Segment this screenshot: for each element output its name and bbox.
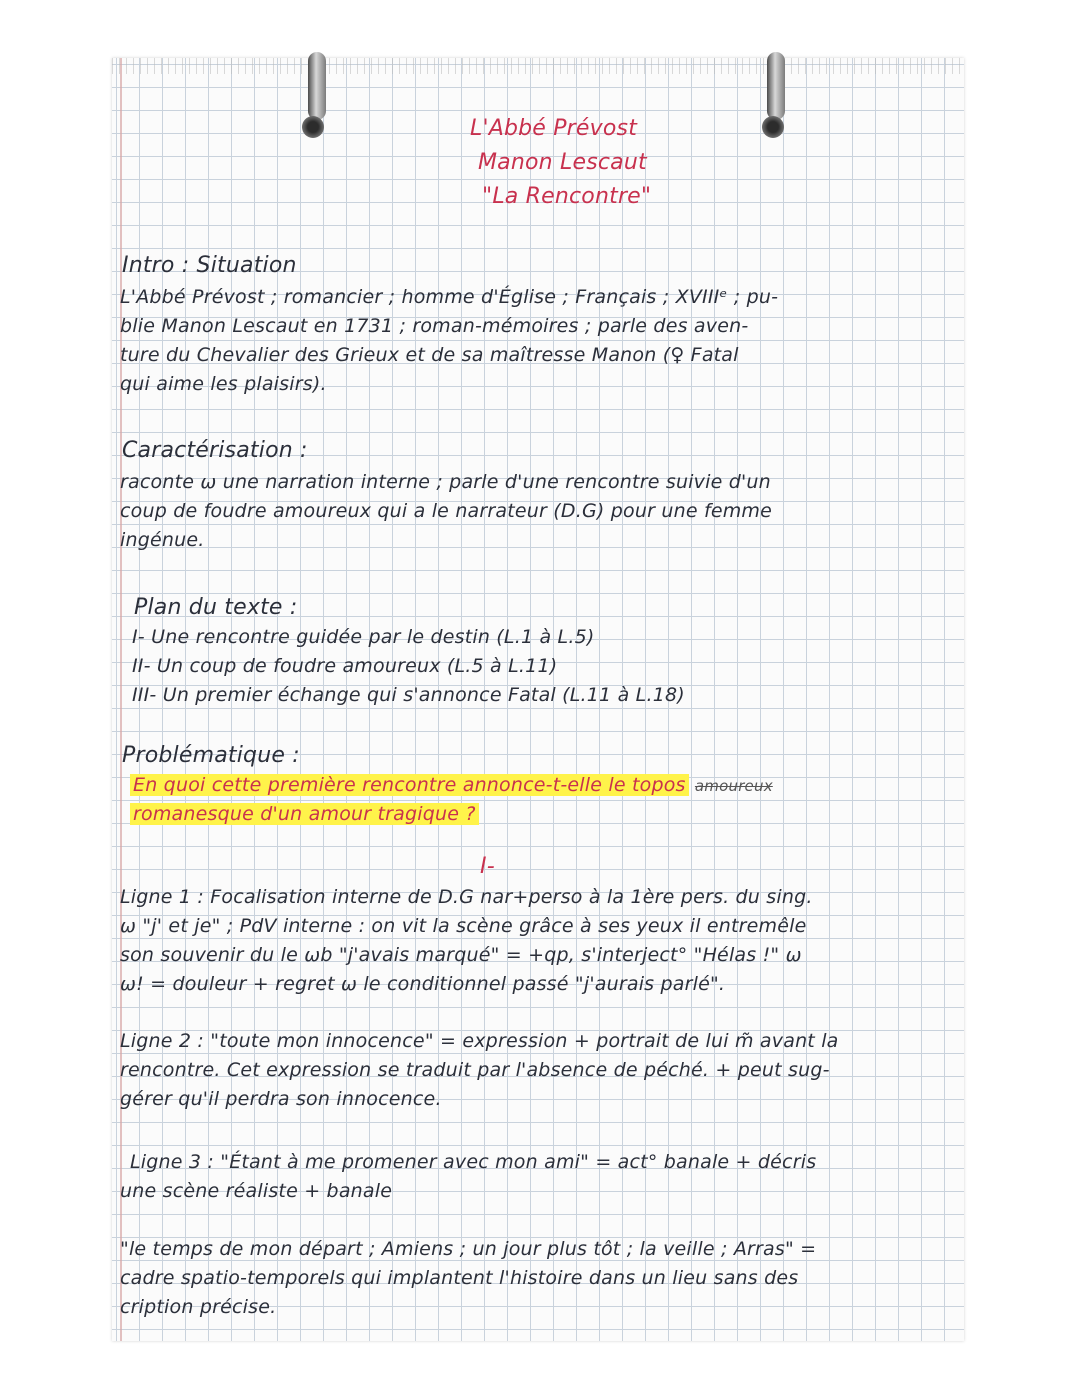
caracterisation-line: raconte ω une narration interne ; parle d'une rencontre suivie d'un bbox=[120, 471, 771, 493]
header-extract: "La Rencontre" bbox=[482, 184, 652, 209]
caracterisation-heading: Caractérisation : bbox=[122, 438, 308, 463]
analysis-line: une scène réaliste + banale bbox=[120, 1180, 393, 1202]
problematique-line-1 bbox=[130, 774, 773, 796]
analysis-line: ω "j' et je" ; PdV interne : on vit la scène grâce à ses yeux il entremêle bbox=[120, 915, 807, 937]
intro-line: ture du Chevalier des Grieux et de sa maîtresse Manon (♀ Fatal bbox=[120, 344, 739, 366]
plan-item: II- Un coup de foudre amoureux (L.5 à L.11) bbox=[132, 655, 558, 677]
analysis-line: ω! = douleur + regret ω le conditionnel passé "j'aurais parlé". bbox=[120, 973, 726, 995]
caracterisation-line: ingénue. bbox=[120, 529, 205, 551]
analysis-line: cription précise. bbox=[120, 1296, 277, 1318]
plan-heading: Plan du texte : bbox=[134, 595, 298, 620]
punch-hole-left bbox=[302, 116, 324, 138]
problematique-question-end: romanesque d'un amour tragique ? bbox=[130, 803, 479, 825]
perforated-edge bbox=[112, 58, 964, 74]
plan-item: III- Un premier échange qui s'annonce Fatal (L.11 à L.18) bbox=[132, 684, 685, 706]
analysis-line: Ligne 2 : "toute mon innocence" = expression + portrait de lui m̃ avant la bbox=[120, 1030, 839, 1052]
analysis-line: Ligne 3 : "Étant à me promener avec mon ami" = act° banale + décris bbox=[130, 1151, 817, 1173]
problematique-line-2 bbox=[130, 803, 479, 825]
analysis-line: son souvenir du le ωb "j'avais marqué" = +qp, s'interject° "Hélas !" ω bbox=[120, 944, 802, 966]
notebook-page bbox=[112, 58, 964, 1341]
intro-line: qui aime les plaisirs). bbox=[120, 373, 327, 395]
analysis-line: "le temps de mon départ ; Amiens ; un jour plus tôt ; la veille ; Arras" = bbox=[120, 1238, 817, 1260]
binder-ring-left bbox=[308, 52, 326, 120]
punch-hole-right bbox=[762, 116, 784, 138]
intro-line: blie Manon Lescaut en 1731 ; roman-mémoires ; parle des aven- bbox=[120, 315, 749, 337]
analysis-line: gérer qu'il perdra son innocence. bbox=[120, 1088, 442, 1110]
problematique-question-start: En quoi cette première rencontre annonce-t-elle le topos bbox=[130, 774, 689, 796]
problematique-heading: Problématique : bbox=[122, 743, 300, 768]
analysis-line: rencontre. Cet expression se traduit par l'absence de péché. + peut sug- bbox=[120, 1059, 830, 1081]
caracterisation-line: coup de foudre amoureux qui a le narrateur (D.G) pour une femme bbox=[120, 500, 773, 522]
header-author: L'Abbé Prévost bbox=[470, 116, 638, 141]
header-work: Manon Lescaut bbox=[478, 150, 647, 175]
section-marker: I- bbox=[480, 854, 495, 879]
analysis-line: cadre spatio-temporels qui implantent l'histoire dans un lieu sans des bbox=[120, 1267, 799, 1289]
margin-line bbox=[120, 58, 122, 1341]
binder-ring-right bbox=[767, 52, 785, 120]
intro-heading: Intro : Situation bbox=[122, 253, 297, 278]
intro-line: L'Abbé Prévost ; romancier ; homme d'Église ; Français ; XVIIIᵉ ; pu- bbox=[120, 286, 779, 308]
analysis-line: Ligne 1 : Focalisation interne de D.G nar+perso à la 1ère pers. du sing. bbox=[120, 886, 813, 908]
problematique-struck-word: amoureux bbox=[694, 777, 773, 795]
plan-item: I- Une rencontre guidée par le destin (L.1 à L.5) bbox=[132, 626, 595, 648]
